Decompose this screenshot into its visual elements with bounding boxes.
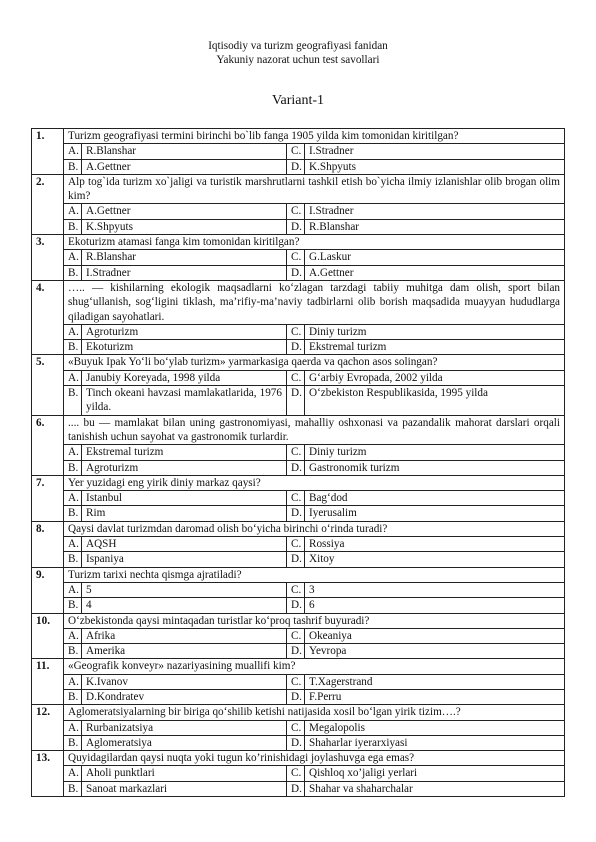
question-text: Aglomeratsiyalarning bir biriga qo‘shilib ketishi natijasida xosil bo‘lgan yirik tizim….?: [64, 705, 565, 720]
option-b: Sanoat markazlari: [82, 781, 287, 796]
option-label-a: A.: [64, 766, 82, 781]
option-row: [32, 219, 565, 234]
option-d: F.Perru: [305, 689, 565, 704]
option-label-d: D.: [287, 460, 305, 475]
option-label-b: B.: [64, 735, 82, 750]
option-c: I.Stradner: [305, 144, 565, 159]
option-a: Istanbul: [82, 491, 287, 506]
option-b: D.Kondratev: [82, 689, 287, 704]
option-row: [32, 340, 565, 355]
option-a: Rurbanizatsiya: [82, 720, 287, 735]
question-text: ….. — kishilarning ekologik maqsadlarni ko‘zlagan tarzdagi tabiiy muhitga dam olish, sport bilan shug‘ullanish, sog‘ligini tiklash, ma’rifiy-ma’naviy tadbirlarni olib borish maqsadida muayyan hududlarga qiladigan sayohatlari.: [64, 280, 565, 324]
option-d: Ekstremal turizm: [305, 340, 565, 355]
option-a: Afrika: [82, 628, 287, 643]
option-label-c: C.: [287, 144, 305, 159]
option-label-b: B.: [64, 265, 82, 280]
option-a: Janubiy Koreyada, 1998 yilda: [82, 370, 287, 385]
question-number: 10.: [32, 613, 64, 659]
option-row: [32, 735, 565, 750]
option-c: Rossiya: [305, 537, 565, 552]
option-a: AQSH: [82, 537, 287, 552]
option-label-d: D.: [287, 265, 305, 280]
question-row: [32, 280, 565, 324]
option-b: 4: [82, 598, 287, 613]
variant-heading: Variant-1: [271, 93, 325, 108]
option-b: Ispaniya: [82, 552, 287, 567]
question-row: [32, 751, 565, 766]
question-text: Alp tog`ida turizm xo`jaligi va turistik marshrutlarni tashkil etish bo`yicha ilmiy izlanishlar olib brogan olim kim?: [64, 174, 565, 204]
option-label-a: A.: [64, 628, 82, 643]
option-label-d: D.: [287, 644, 305, 659]
option-d: A.Gettner: [305, 265, 565, 280]
option-a: K.Ivanov: [82, 674, 287, 689]
option-c: Diniy turizm: [305, 324, 565, 339]
option-d: Xitoy: [305, 552, 565, 567]
question-text: «Buyuk Ipak Yo‘li bo‘ylab turizm» yarmarkasiga qaerda va qachon asos solingan?: [64, 355, 565, 370]
question-row: [32, 415, 565, 445]
option-row: [32, 324, 565, 339]
question-text: Yer yuzidagi eng yirik diniy markaz qaysi?: [64, 475, 565, 490]
option-d: 6: [305, 598, 565, 613]
option-a: R.Blanshar: [82, 250, 287, 265]
option-label-b: B.: [64, 552, 82, 567]
option-label-c: C.: [287, 720, 305, 735]
option-a: Aholi punktlari: [82, 766, 287, 781]
option-label-d: D.: [287, 159, 305, 174]
option-c: G‘arbiy Evropada, 2002 yilda: [305, 370, 565, 385]
option-b: Ekoturizm: [82, 340, 287, 355]
option-c: I.Stradner: [305, 204, 565, 219]
option-row: [32, 144, 565, 159]
option-row: [32, 689, 565, 704]
option-row: [32, 460, 565, 475]
question-row: [32, 613, 565, 628]
option-label-d: D.: [287, 781, 305, 796]
option-label-c: C.: [287, 582, 305, 597]
option-a: R.Blanshar: [82, 144, 287, 159]
option-d: Shahar va shaharchalar: [305, 781, 565, 796]
option-c: Megalopolis: [305, 720, 565, 735]
option-row: [32, 506, 565, 521]
option-a: A.Gettner: [82, 204, 287, 219]
option-row: [32, 537, 565, 552]
option-c: Okeaniya: [305, 628, 565, 643]
question-row: [32, 475, 565, 490]
question-number: 5.: [32, 355, 64, 415]
option-label-c: C.: [287, 370, 305, 385]
option-row: [32, 644, 565, 659]
question-text: Quyidagilardan qaysi nuqta yoki tugun ko’rinishidagi joylashuvga ega emas?: [64, 751, 565, 766]
option-c: Qishloq xo’jaligi yerlari: [305, 766, 565, 781]
option-label-a: A.: [64, 370, 82, 385]
option-row: [32, 370, 565, 385]
option-row: [32, 250, 565, 265]
option-b: Amerika: [82, 644, 287, 659]
question-row: [32, 355, 565, 370]
option-a: Ekstremal turizm: [82, 445, 287, 460]
option-label-a: A.: [64, 674, 82, 689]
option-row: [32, 582, 565, 597]
option-d: K.Shpyuts: [305, 159, 565, 174]
option-label-c: C.: [287, 628, 305, 643]
option-c: Bag‘dod: [305, 491, 565, 506]
option-row: [32, 766, 565, 781]
option-c: 3: [305, 582, 565, 597]
question-number: 8.: [32, 521, 64, 567]
option-label-c: C.: [287, 674, 305, 689]
option-label-a: A.: [64, 537, 82, 552]
option-b: Aglomeratsiya: [82, 735, 287, 750]
option-label-c: C.: [287, 324, 305, 339]
option-label-b: B.: [64, 781, 82, 796]
question-number: 2.: [32, 174, 64, 234]
option-label-a: A.: [64, 582, 82, 597]
option-label-d: D.: [287, 689, 305, 704]
question-number: 4.: [32, 280, 64, 354]
document-subtitle: Yakuniy nazorat uchun test savollari: [216, 54, 380, 66]
option-label-d: D.: [287, 552, 305, 567]
option-label-d: D.: [287, 598, 305, 613]
option-b: Agroturizm: [82, 460, 287, 475]
question-number: 9.: [32, 567, 64, 613]
option-row: [32, 265, 565, 280]
option-label-c: C.: [287, 204, 305, 219]
option-label-d: D.: [287, 506, 305, 521]
question-row: [32, 174, 565, 204]
question-number: 3.: [32, 235, 64, 281]
option-label-d: D.: [287, 340, 305, 355]
option-label-b: B.: [64, 159, 82, 174]
option-label-a: A.: [64, 445, 82, 460]
option-c: T.Xagerstrand: [305, 674, 565, 689]
question-row: [32, 235, 565, 250]
option-row: [32, 445, 565, 460]
option-row: [32, 781, 565, 796]
option-label-a: A.: [64, 250, 82, 265]
option-label-b: B.: [64, 340, 82, 355]
option-c: Diniy turizm: [305, 445, 565, 460]
option-label-c: C.: [287, 766, 305, 781]
option-b: Tinch okeani havzasi mamlakatlarida, 1976 yilda.: [82, 386, 287, 416]
option-label-b: B.: [64, 598, 82, 613]
question-row: [32, 521, 565, 536]
question-text: Turizm tarixi nechta qismga ajratiladi?: [64, 567, 565, 582]
option-row: [32, 628, 565, 643]
option-label-b: B.: [64, 689, 82, 704]
question-number: 13.: [32, 751, 64, 797]
option-row: [32, 386, 565, 416]
option-b: I.Stradner: [82, 265, 287, 280]
option-row: [32, 491, 565, 506]
option-label-b: B.: [64, 386, 82, 416]
question-text: Qaysi davlat turizmdan daromad olish bo‘yicha birinchi o‘rinda turadi?: [64, 521, 565, 536]
option-label-a: A.: [64, 491, 82, 506]
question-text: .... bu — mamlakat bilan uning gastronomiyasi, mahalliy oshxonasi va pazandalik mahorat darslari orqali tanishish uchun sayohat va gastronomik turlardir.: [64, 415, 565, 445]
question-text: «Geografik konveyr» nazariyasining muallifi kim?: [64, 659, 565, 674]
document-title: Iqtisodiy va turizm geografiyasi fanidan: [208, 40, 388, 52]
question-number: 7.: [32, 475, 64, 521]
option-label-d: D.: [287, 219, 305, 234]
test-table: [31, 128, 565, 797]
option-d: R.Blanshar: [305, 219, 565, 234]
question-row: [32, 659, 565, 674]
question-number: 12.: [32, 705, 64, 751]
question-number: 11.: [32, 659, 64, 705]
option-a: Agroturizm: [82, 324, 287, 339]
question-text: Ekoturizm atamasi fanga kim tomonidan kiritilgan?: [64, 235, 565, 250]
option-c: G.Laskur: [305, 250, 565, 265]
question-text: O‘zbekistonda qaysi mintaqadan turistlar ko‘proq tashrif buyuradi?: [64, 613, 565, 628]
question-number: 6.: [32, 415, 64, 475]
option-b: K.Shpyuts: [82, 219, 287, 234]
option-label-a: A.: [64, 720, 82, 735]
option-label-d: D.: [287, 386, 305, 416]
option-row: [32, 720, 565, 735]
option-label-a: A.: [64, 144, 82, 159]
option-d: O‘zbekiston Respublikasida, 1995 yilda: [305, 386, 565, 416]
question-row: [32, 129, 565, 144]
option-label-a: A.: [64, 324, 82, 339]
option-d: Gastronomik turizm: [305, 460, 565, 475]
question-row: [32, 567, 565, 582]
option-label-a: A.: [64, 204, 82, 219]
option-row: [32, 552, 565, 567]
question-text: Turizm geografiyasi termini birinchi bo`lib fanga 1905 yilda kim tomonidan kiritilgan?: [64, 129, 565, 144]
question-number: 1.: [32, 129, 64, 175]
option-a: 5: [82, 582, 287, 597]
option-row: [32, 159, 565, 174]
option-b: Rim: [82, 506, 287, 521]
option-b: A.Gettner: [82, 159, 287, 174]
option-label-c: C.: [287, 445, 305, 460]
option-d: Shaharlar iyerarxiyasi: [305, 735, 565, 750]
option-d: Yevropa: [305, 644, 565, 659]
option-label-c: C.: [287, 250, 305, 265]
question-row: [32, 705, 565, 720]
option-label-b: B.: [64, 644, 82, 659]
option-label-b: B.: [64, 219, 82, 234]
option-label-c: C.: [287, 537, 305, 552]
option-row: [32, 674, 565, 689]
option-label-b: B.: [64, 506, 82, 521]
option-label-b: B.: [64, 460, 82, 475]
option-label-d: D.: [287, 735, 305, 750]
option-row: [32, 598, 565, 613]
option-d: Iyerusalim: [305, 506, 565, 521]
option-row: [32, 204, 565, 219]
option-label-c: C.: [287, 491, 305, 506]
